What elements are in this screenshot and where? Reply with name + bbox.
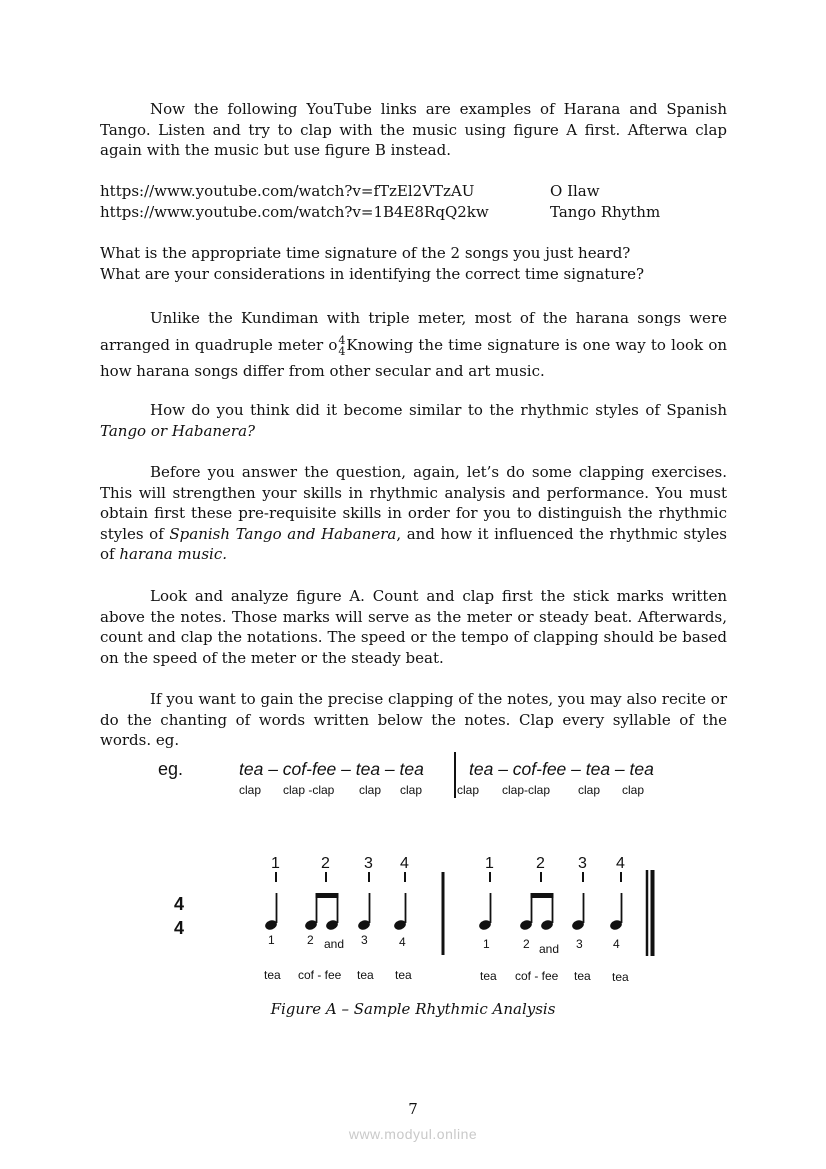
paragraph-clapping-italic-2: harana music. [119,545,228,564]
paragraph-intro-text: Now the following YouTube links are examples of Harana and Spanish Tango. Listen and try to clap with the music using figure A first. Afterwa clap again with the music but use figure B instead. [100,100,727,160]
example-label: eg. [158,759,184,779]
word-label: tea [264,968,281,982]
clap-label: clap [622,783,645,797]
beat-number: 1 [485,855,494,872]
word-label: cof - fee [298,968,342,982]
paragraph-meter-text-a: Unlike the Kundiman with triple meter, most of the harana songs were arranged in quadruple meter o [100,309,727,354]
link-url-1[interactable]: https://www.youtube.com/watch?v=fTzEl2VTzAU [100,182,475,200]
question-2: What are your considerations in identifying the correct time signature? [100,265,645,283]
count-label: 2 [307,933,314,947]
count-label: 4 [399,935,406,949]
beat-number: 4 [400,855,409,872]
paragraph-meter-text-b: Knowing the time signature is one way to look on how harana songs differ from other secular and art music. [100,335,728,380]
paragraph-clapping-italic-1: Spanish Tango and Habanera [169,524,397,543]
quarter-note [571,893,585,931]
paragraph-clapping-mid: , and how it influenced the rhythmic styles of [100,524,727,564]
count-label: 3 [576,937,583,951]
paragraph-question-tango-italic: Tango or Habanera? [100,421,256,440]
beat-number: 2 [321,855,330,872]
eighth-note-pair [304,893,339,931]
word-label: tea [480,969,497,983]
word-label: tea [612,970,629,984]
quarter-note [264,893,278,931]
count-label: 1 [483,937,490,951]
count-label: and [324,937,345,951]
word-label: tea [574,969,591,983]
link-title-2: Tango Rhythm [550,203,661,221]
count-label: 2 [523,937,530,951]
paragraph-analyze-text: Look and analyze figure A. Count and clap first the stick marks written above the notes. Those marks will serve as the meter or steady beat. Afterwards, count and clap the notations. The speed or the tempo of clapping should be based on the speed of the meter or the steady beat. [100,587,727,667]
count-label: and [539,942,560,956]
page-number: 7 [408,1100,418,1118]
figure-caption: Figure A – Sample Rhythmic Analysis [270,1000,556,1018]
beat-number: 3 [364,855,373,872]
link-title-1: O Ilaw [550,182,600,200]
count-label: 4 [613,937,620,951]
count-label: 3 [361,933,368,947]
clap-label: clap [578,783,601,797]
beat-number: 3 [578,855,587,872]
clap-label: clap [359,783,382,797]
time-signature-top: 4 [174,894,185,914]
clap-label: clap [239,783,262,797]
word-label: cof - fee [515,969,559,983]
quarter-note [357,893,371,931]
chant-measure-2: tea – cof-fee – tea – tea [469,759,654,779]
question-1: What is the appropriate time signature of the 2 songs you just heard? [100,244,631,262]
clap-label: clap -clap [283,783,335,797]
quarter-note [609,893,623,931]
eighth-note-pair [519,893,554,931]
clap-label: clap [400,783,423,797]
quarter-note [393,893,407,931]
beat-number: 4 [616,855,625,872]
clap-label: clap [457,783,480,797]
word-label: tea [357,968,374,982]
count-label: 1 [268,933,275,947]
inline-ts-bottom: 4 [338,344,346,358]
beat-number: 1 [271,855,280,872]
paragraph-clapping-text: Before you answer the question, again, let’s do some clapping exercises. This will strengthen your skills in rhythmic analysis and performance. You must obtain first these pre-requisite skills in order for you to distinguish the rhythmic styles of [100,463,727,543]
watermark: www.modyul.online [348,1126,478,1142]
paragraph-chanting-text: If you want to gain the precise clapping of the notes, you may also recite or do the chanting of words written below the notes. Clap every syllable of the words. eg. [100,690,727,750]
quarter-note [478,893,492,931]
beat-number: 2 [536,855,545,872]
word-label: tea [395,968,412,982]
inline-ts-top: 4 [338,333,346,347]
link-url-2[interactable]: https://www.youtube.com/watch?v=1B4E8RqQ2kw [100,203,489,221]
paragraph-question-tango-text: How do you think did it become similar to the rhythmic styles of Spanish [150,401,727,419]
chant-measure-1: tea – cof-fee – tea – tea [239,759,424,779]
time-signature-bottom: 4 [174,918,185,938]
clap-label: clap-clap [502,783,551,797]
